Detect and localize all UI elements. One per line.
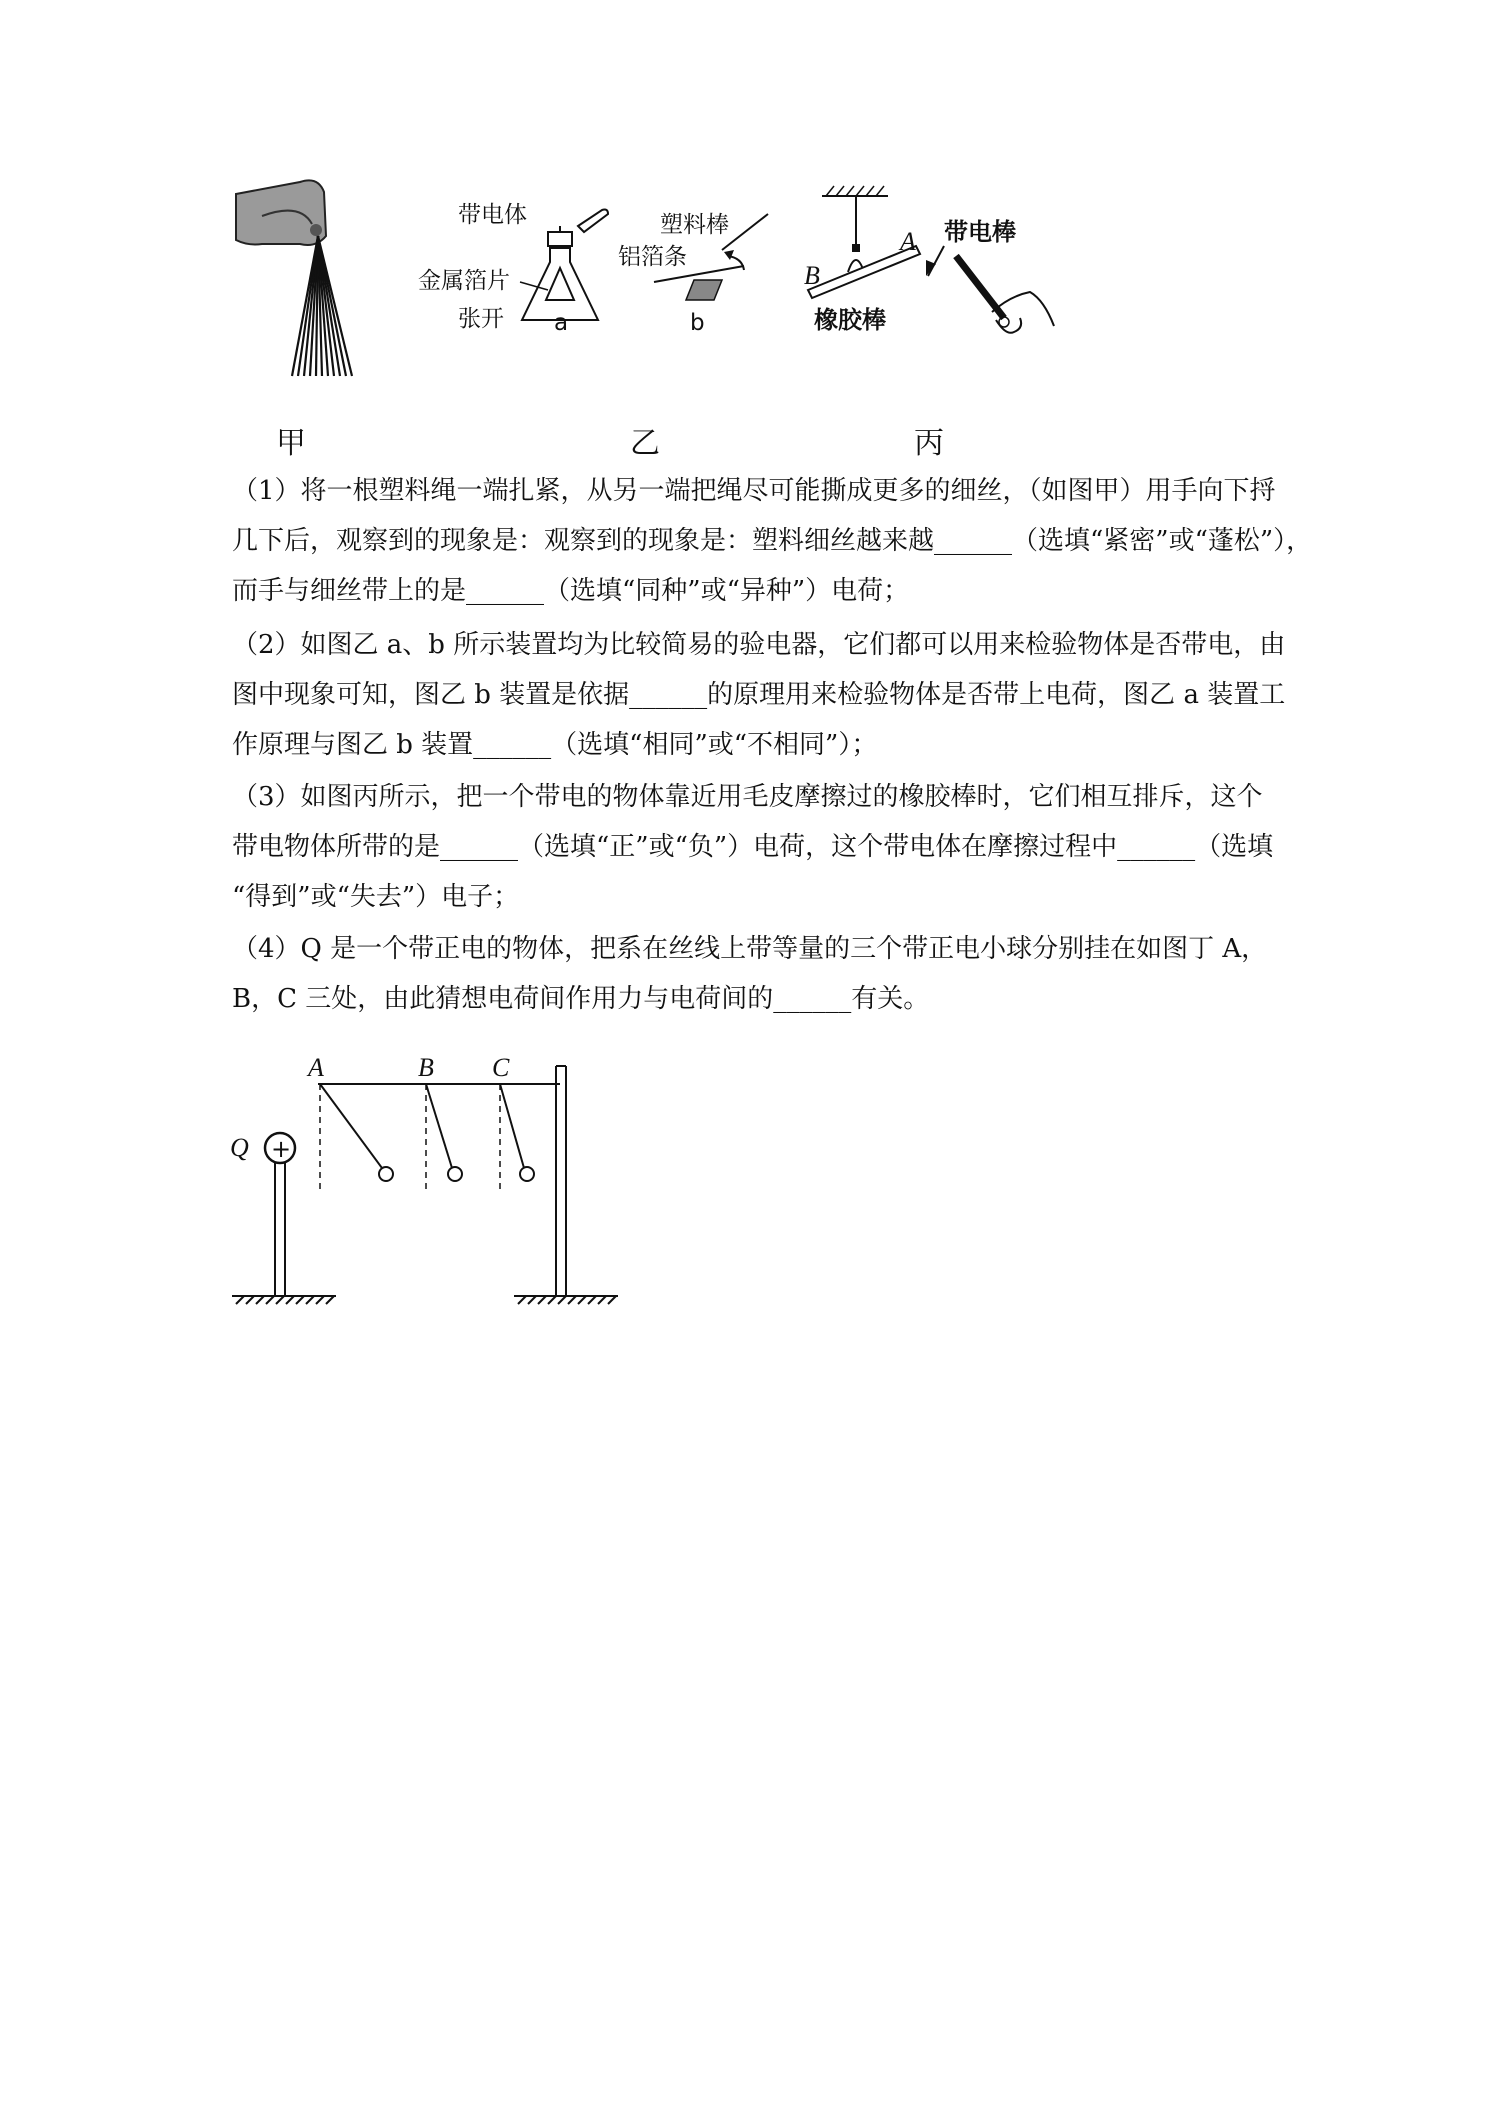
- label-sub-a: a: [554, 310, 569, 336]
- question-3-line: “得到”或“失去”）电子；: [232, 882, 520, 912]
- figure-yi-b-aluminum: [618, 212, 768, 336]
- plus-sign: +: [271, 1135, 292, 1163]
- label-A: A: [308, 1053, 324, 1082]
- question-1: [232, 466, 1313, 616]
- question-2-line: 作原理与图乙 b 装置______（选填“相同”或“不相同”）；: [232, 730, 878, 760]
- question-1-line: 而手与细丝带上的是______（选填“同种”或“异种”）电荷；: [232, 576, 910, 606]
- label-sub-b: b: [690, 310, 705, 336]
- ground-left: [232, 1296, 336, 1304]
- top-figures: [0, 0, 1488, 420]
- pendulum-C: [492, 1053, 534, 1190]
- figure-ding-pendulums: [0, 1040, 700, 1320]
- question-3-line: （3）如图丙所示，把一个带电的物体靠近用毛皮摩擦过的橡胶棒时，它们相互排斥，这个: [232, 782, 1263, 812]
- label-rubber-rod: 橡胶棒: [814, 306, 886, 334]
- question-1-line: （1）将一根塑料绳一端扎紧，从另一端把绳尽可能撕成更多的细丝，（如图甲）用手向下捋: [232, 476, 1276, 506]
- question-2: [232, 620, 1286, 770]
- question-4-line: （4）Q 是一个带正电的物体，把系在丝线上带等量的三个带正电小球分别挂在如图丁 A，: [232, 934, 1268, 964]
- label-plastic-rod: 塑料棒: [660, 212, 729, 238]
- figure-label-jia: 甲: [276, 426, 306, 461]
- question-3-line: 带电物体所带的是______（选填“正”或“负”）电荷，这个带电体在摩擦过程中______（选填: [232, 832, 1274, 862]
- label-B: B: [418, 1053, 434, 1082]
- label-aluminum-strip: 铝箔条: [618, 244, 687, 270]
- question-3: [232, 772, 1272, 922]
- label-bing-B: B: [804, 261, 820, 290]
- pendulum-A: [306, 1053, 393, 1190]
- question-4: [232, 924, 1272, 1024]
- figure-label-yi: 乙: [630, 426, 660, 461]
- question-2-line: 图中现象可知，图乙 b 装置是依据______的原理用来检验物体是否带上电荷，图乙 a 装置工: [232, 680, 1286, 710]
- label-Q: Q: [230, 1133, 249, 1162]
- label-bing-A: A: [900, 227, 916, 256]
- figure-label-bing: 丙: [914, 426, 944, 461]
- label-metal-foil-1: 金属箔片: [418, 268, 510, 294]
- figure-jia-hand-strands: [236, 180, 352, 376]
- label-charged-body: 带电体: [458, 202, 527, 228]
- question-1-line: 几下后，观察到的现象是：观察到的现象是：塑料细丝越来越______（选填“紧密”或“蓬松”），: [232, 526, 1313, 556]
- pendulum-B: [418, 1053, 462, 1190]
- figure-yi-a-electroscope: [418, 202, 608, 336]
- question-4-line: B，C 三处，由此猜想电荷间作用力与电荷间的______有关。: [232, 984, 930, 1014]
- figure-bing-rubber-rod: [804, 186, 1054, 334]
- charge-Q-stand: [230, 1133, 295, 1296]
- label-C: C: [492, 1053, 510, 1082]
- ground-right: [514, 1296, 618, 1304]
- label-metal-foil-2: 张开: [458, 306, 504, 332]
- label-charged-rod: 带电棒: [944, 218, 1016, 246]
- question-2-line: （2）如图乙 a、b 所示装置均为比较简易的验电器，它们都可以用来检验物体是否带电，由: [232, 630, 1286, 660]
